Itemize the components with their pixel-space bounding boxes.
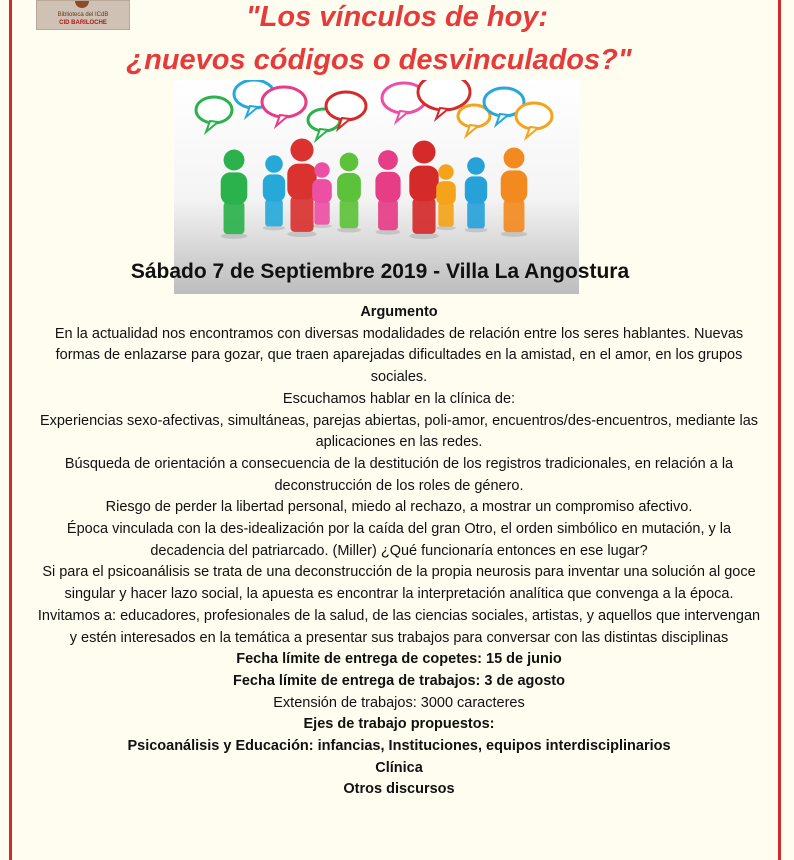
speech-bubble-icon: [326, 92, 366, 120]
person-figure-icon: [263, 155, 285, 230]
axis-item: Otros discursos: [343, 781, 455, 798]
epoch-paragraph: Época vinculada con la des-idealización por la caída del gran Otro, el orden simbólico en mutación, y la decadencia del patriarcado. (Miller) ¿Qué funcionaría entonces en ese lugar?: [66, 521, 732, 559]
logo-line-2: CID BARILOCHE: [59, 20, 107, 26]
right-border: [778, 0, 781, 860]
left-border: [9, 0, 12, 860]
person-figure-icon: [221, 150, 248, 239]
speech-bubble-icon: [418, 80, 470, 110]
speech-bubble-icon: [516, 103, 552, 129]
clinic-item: Búsqueda de orientación a consecuencia de la destitución de los registros tradicionales, en relación a la deconstrucción de los roles de género.: [64, 455, 734, 494]
person-figure-icon: [409, 140, 438, 239]
person-figure-icon: [375, 150, 400, 235]
deadline-copetes: Fecha límite de entrega de copetes: 15 de junio: [236, 651, 562, 668]
body-text: [34, 302, 764, 801]
logo-line-1: Biblioteca del ICdB: [57, 12, 109, 18]
person-figure-icon: [312, 162, 332, 228]
invitation-paragraph: Invitamos a: educadores, profesionales de la salud, de las ciencias sociales, artistas, y aquellos que intervengan y estén interesados en la temática a presentar sus trabajos para conversar con las distintas disciplinas: [37, 607, 761, 646]
title-line-1: "Los vínculos de hoy:: [245, 1, 549, 33]
person-figure-icon: [465, 157, 487, 232]
title-line-2: ¿nuevos códigos o desvinculados?": [126, 44, 632, 76]
person-figure-icon: [436, 164, 456, 230]
axes-heading: Ejes de trabajo propuestos:: [303, 716, 495, 733]
psychoanalysis-paragraph: Si para el psicoanálisis se trata de una deconstrucción de la propia neurosis para inventar una solución al goce singular y hacer lazo social, la apuesta es encontrar la interpretación analítica que convenga a la época.: [42, 564, 756, 603]
deadline-trabajos: Fecha límite de entrega de trabajos: 3 de agosto: [233, 672, 565, 689]
person-figure-icon: [501, 148, 528, 237]
person-figure-icon: [337, 153, 361, 233]
clinic-intro: Escuchamos hablar en la clínica de:: [282, 390, 516, 407]
intro-paragraph: En la actualidad nos encontramos con diversas modalidades de relación entre los seres hablantes. Nuevas formas de enlazarse para gozar, que traen aparejadas dificultades en la amistad, en el amor, en los grupos sociales.: [54, 325, 744, 386]
extension-note: Extensión de trabajos: 3000 caracteres: [273, 694, 525, 711]
speech-bubble-icon: [262, 87, 306, 117]
argument-heading: Argumento: [360, 304, 438, 320]
clinic-item: Riesgo de perder la libertad personal, miedo al rechazo, a mostrar un compromiso afectivo.: [105, 499, 693, 516]
event-date: Sábado 7 de Septiembre 2019 - Villa La Angostura: [130, 260, 630, 283]
speech-bubble-icon: [196, 97, 232, 123]
clinic-item: Experiencias sexo-afectivas, simultáneas, parejas abiertas, poli-amor, encuentros/des-encuentros, mediante las aplicaciones en las redes.: [39, 412, 759, 451]
axis-item: Clínica: [375, 759, 423, 776]
axis-item: Psicoanálisis y Educación: infancias, Instituciones, equipos interdisciplinarios: [127, 738, 671, 755]
